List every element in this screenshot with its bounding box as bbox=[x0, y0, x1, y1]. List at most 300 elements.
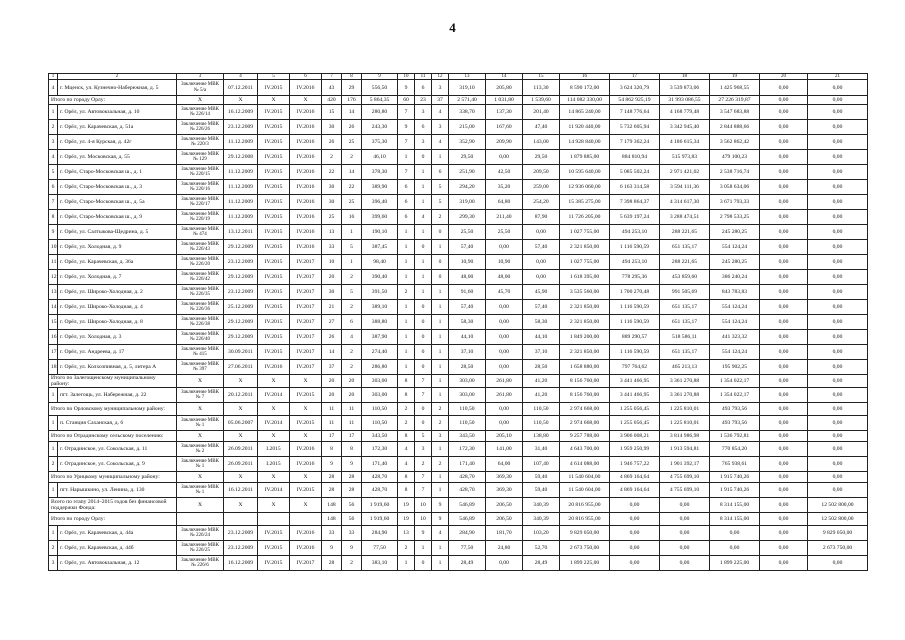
table-cell: 0,00 bbox=[808, 135, 868, 150]
table-cell: 3 361 270,88 bbox=[660, 388, 710, 403]
table-cell: 0,00 bbox=[808, 416, 868, 431]
table-cell: 4 bbox=[415, 210, 432, 225]
address-cell: г. Орёл, ул. Карачевская, д. 51а bbox=[58, 120, 177, 135]
table-cell: 0,00 bbox=[660, 556, 710, 571]
address-cell: г. Орёл, ул. Карачевская, д. 44б bbox=[58, 541, 177, 556]
subtotal-cell bbox=[177, 513, 224, 526]
subtotal-cell: 0,00 bbox=[760, 513, 808, 526]
table-cell: 2 bbox=[398, 541, 415, 556]
table-cell: 29.12.2009 bbox=[224, 315, 258, 330]
table-cell: 1 bbox=[432, 240, 449, 255]
conclusion-cell: Заключение МВК № 226/26 bbox=[177, 120, 224, 135]
address-cell: г. Орёл, ул. Карачевская, д. 36а bbox=[58, 255, 177, 270]
table-cell: 2 321 850,00 bbox=[560, 345, 610, 360]
table-cell: 171,40 bbox=[449, 457, 486, 472]
subtotal-cell: X bbox=[177, 96, 224, 105]
table-cell: IV.2015 bbox=[258, 150, 290, 165]
table-cell: 30 bbox=[322, 120, 342, 135]
table-cell: 7 bbox=[398, 165, 415, 180]
table-cell: 195 902,25 bbox=[710, 360, 760, 375]
table-cell: 0,00 bbox=[760, 416, 808, 431]
table-cell: IV.2017 bbox=[290, 285, 322, 300]
table-cell: 1 354 022,17 bbox=[710, 388, 760, 403]
table-row bbox=[49, 255, 868, 270]
table-cell: 396,40 bbox=[362, 195, 398, 210]
table-cell: 0,00 bbox=[523, 255, 560, 270]
table-cell: 1 959 250,99 bbox=[610, 442, 660, 457]
table-cell: 1 bbox=[398, 345, 415, 360]
table-cell: 1 bbox=[398, 360, 415, 375]
subtotal-cell: 19 bbox=[398, 498, 415, 513]
subtotal-cell: 369,30 bbox=[486, 472, 523, 483]
table-cell: 25.12.2009 bbox=[224, 300, 258, 315]
table-cell: 0 bbox=[432, 270, 449, 285]
table-cell: IV.2016 bbox=[258, 360, 290, 375]
table-cell: 172,30 bbox=[362, 442, 398, 457]
address-cell: г. Орёл, ул. Широко-Холодная, д. 8 bbox=[58, 315, 177, 330]
conclusion-cell: Заключение МВК № 226/35 bbox=[177, 285, 224, 300]
table-cell: IV.2017 bbox=[290, 315, 322, 330]
table-cell: 3 bbox=[432, 80, 449, 96]
table-cell: 383,10 bbox=[362, 556, 398, 571]
table-cell: 3 bbox=[415, 105, 432, 120]
table-cell: IV.2015 bbox=[290, 483, 322, 498]
table-cell: IV.2015 bbox=[258, 270, 290, 285]
table-cell: 245 280,25 bbox=[710, 255, 760, 270]
table-cell: 20.12.2011 bbox=[224, 388, 258, 403]
table-cell: 6 bbox=[432, 165, 449, 180]
table-cell: 110,50 bbox=[449, 416, 486, 431]
subtotal-cell: X bbox=[290, 472, 322, 483]
conclusion-cell: Заключение МВК № 226/38 bbox=[177, 315, 224, 330]
table-cell: 369,30 bbox=[486, 483, 523, 498]
table-cell: 9 bbox=[398, 80, 415, 96]
subtotal-cell: 0,00 bbox=[760, 96, 808, 105]
subtotal-cell: X bbox=[258, 472, 290, 483]
table-cell: 0,00 bbox=[808, 457, 868, 472]
address-cell: г. Мценск, ул. Кузнечно-Набережная, д. 5 bbox=[58, 80, 177, 96]
table-cell: 386 240,24 bbox=[710, 270, 760, 285]
table-cell: 6 bbox=[415, 120, 432, 135]
table-cell: 15 385 275,00 bbox=[560, 195, 610, 210]
column-number: 14 bbox=[486, 74, 523, 80]
table-cell: IV.2015 bbox=[258, 80, 290, 96]
table-row bbox=[49, 150, 868, 165]
table-cell: 243,30 bbox=[362, 120, 398, 135]
subtotal-cell: 56 bbox=[342, 513, 362, 526]
address-cell: г. Орёл, ул. Автовокзальная, д. 12 bbox=[58, 556, 177, 571]
table-cell: 0,00 bbox=[610, 541, 660, 556]
row-index: 3 bbox=[49, 556, 58, 571]
table-cell: IV.2015 bbox=[258, 526, 290, 541]
subtotal-cell: 343,50 bbox=[449, 431, 486, 442]
subtotal-cell: 1 255 056,45 bbox=[610, 403, 660, 416]
table-cell: 20 bbox=[322, 270, 342, 285]
table-cell: 3 058 634,06 bbox=[710, 180, 760, 195]
column-number: 19 bbox=[710, 74, 760, 80]
table-cell: 29,50 bbox=[523, 150, 560, 165]
conclusion-cell: Заключение МВК № 226/20 bbox=[177, 255, 224, 270]
table-cell: 14 865 240,00 bbox=[560, 105, 610, 120]
table-cell: 6 bbox=[415, 80, 432, 96]
table-cell: 0,00 bbox=[760, 388, 808, 403]
subtotal-cell: 20 816 955,00 bbox=[560, 513, 610, 526]
subtotal-cell: 9 257 788,00 bbox=[560, 431, 610, 442]
conclusion-cell: Заключение МВК № 415 bbox=[177, 345, 224, 360]
table-cell: 0,00 bbox=[486, 416, 523, 431]
table-cell: 0 bbox=[432, 255, 449, 270]
table-cell: 43 bbox=[322, 80, 342, 96]
table-cell: 172,30 bbox=[449, 442, 486, 457]
row-index: 5 bbox=[49, 165, 58, 180]
table-cell: 3 288 474,51 bbox=[660, 210, 710, 225]
table-cell: 2 bbox=[342, 360, 362, 375]
table-cell: 46,10 bbox=[362, 150, 398, 165]
table-cell: 2 538 716,74 bbox=[710, 165, 760, 180]
table-cell: 0,00 bbox=[486, 315, 523, 330]
table-cell: 28 bbox=[342, 483, 362, 498]
table-cell: 4 168 779,48 bbox=[660, 105, 710, 120]
table-cell: 20 bbox=[342, 388, 362, 403]
conclusion-cell: Заключение МВК № 226/25 bbox=[177, 541, 224, 556]
table-cell: 28 bbox=[322, 483, 342, 498]
subtotal-cell: 0,00 bbox=[660, 498, 710, 513]
subtotal-cell: 0,00 bbox=[760, 431, 808, 442]
table-row bbox=[49, 457, 868, 472]
table-cell: 1 bbox=[432, 360, 449, 375]
row-index: 14 bbox=[49, 300, 58, 315]
table-cell: 7 398 864,37 bbox=[610, 195, 660, 210]
table-cell: 8 590 172,00 bbox=[560, 80, 610, 96]
table-cell: 294,20 bbox=[449, 180, 486, 195]
table-row bbox=[49, 388, 868, 403]
table-cell: 110,50 bbox=[523, 416, 560, 431]
table-cell: 1 bbox=[432, 442, 449, 457]
conclusion-cell: Заключение МВК № 2 bbox=[177, 442, 224, 457]
row-index: 1 bbox=[49, 483, 58, 498]
table-cell: 29 bbox=[342, 80, 362, 96]
table-cell: 0,00 bbox=[760, 150, 808, 165]
table-cell: 91,60 bbox=[449, 285, 486, 300]
table-cell: 9 bbox=[322, 457, 342, 472]
table-cell: 0,00 bbox=[808, 255, 868, 270]
table-cell: 37,10 bbox=[449, 345, 486, 360]
table-cell: 171,40 bbox=[362, 457, 398, 472]
table-cell: 1 bbox=[398, 300, 415, 315]
table-cell: 4 bbox=[432, 105, 449, 120]
table-cell: 0,00 bbox=[808, 195, 868, 210]
row-index: 1 bbox=[49, 442, 58, 457]
table-cell: 3 547 683,88 bbox=[710, 105, 760, 120]
table-cell: 428,70 bbox=[449, 483, 486, 498]
table-cell: 211,40 bbox=[486, 210, 523, 225]
table-cell: 1 899 225,00 bbox=[710, 556, 760, 571]
row-index: 3 bbox=[49, 135, 58, 150]
subtotal-cell: 11 bbox=[322, 403, 342, 416]
table-cell: 45,90 bbox=[523, 285, 560, 300]
row-index: 2 bbox=[49, 120, 58, 135]
conclusion-cell: Заключение МВК № 220/16 bbox=[177, 180, 224, 195]
table-cell: 0,00 bbox=[760, 105, 808, 120]
subtotal-cell bbox=[224, 513, 258, 526]
table-cell: 4 bbox=[398, 442, 415, 457]
column-number: 18 bbox=[660, 74, 710, 80]
table-cell: 1 bbox=[398, 315, 415, 330]
table-cell: 0,00 bbox=[760, 315, 808, 330]
subtotal-cell: 138,80 bbox=[523, 431, 560, 442]
table-cell: 22 bbox=[342, 180, 362, 195]
subtotal-row bbox=[49, 513, 868, 526]
subtotal-cell: 0,00 bbox=[610, 498, 660, 513]
table-cell: IV.2016 bbox=[290, 457, 322, 472]
table-cell: 303,00 bbox=[449, 388, 486, 403]
column-number: 9 bbox=[362, 74, 398, 80]
table-cell: 26 bbox=[322, 330, 342, 345]
subtotal-cell: 19 bbox=[398, 513, 415, 526]
table-cell: 11.12.2009 bbox=[224, 195, 258, 210]
table-cell: 3 562 862,42 bbox=[710, 135, 760, 150]
table-cell: 1 658 880,00 bbox=[560, 360, 610, 375]
subtotal-cell: 546,89 bbox=[449, 498, 486, 513]
table-row bbox=[49, 330, 868, 345]
subtotal-cell: 4 869 164,64 bbox=[610, 472, 660, 483]
table-cell: 0,00 bbox=[808, 285, 868, 300]
conclusion-cell: Заключение МВК № 226/43 bbox=[177, 240, 224, 255]
table-cell: 0 bbox=[415, 556, 432, 571]
table-row bbox=[49, 210, 868, 225]
table-cell: 11 540 604,00 bbox=[560, 483, 610, 498]
table-cell: 3 671 793,33 bbox=[710, 195, 760, 210]
table-cell: 3 535 560,00 bbox=[560, 285, 610, 300]
table-cell: IV.2015 bbox=[258, 180, 290, 195]
table-cell: 388,80 bbox=[362, 315, 398, 330]
table-cell: 6 bbox=[398, 210, 415, 225]
subtotal-cell: 10 bbox=[415, 513, 432, 526]
table-cell: 05.06.2007 bbox=[224, 416, 258, 431]
table-cell: 0,00 bbox=[808, 315, 868, 330]
table-cell: 1 bbox=[432, 388, 449, 403]
table-cell: 3 441 466,95 bbox=[610, 388, 660, 403]
table-cell: 30 bbox=[322, 195, 342, 210]
table-cell: 1 bbox=[398, 330, 415, 345]
table-cell: 0,00 bbox=[760, 240, 808, 255]
subtotal-row bbox=[49, 498, 868, 513]
table-cell: 1 bbox=[432, 330, 449, 345]
subtotal-cell bbox=[258, 513, 290, 526]
table-cell: IV.2015 bbox=[258, 541, 290, 556]
table-cell: IV.2017 bbox=[290, 360, 322, 375]
table-cell: 15 bbox=[322, 105, 342, 120]
table-cell: 77,50 bbox=[449, 541, 486, 556]
subtotal-cell: 59,40 bbox=[523, 472, 560, 483]
table-cell: 453 859,60 bbox=[660, 270, 710, 285]
table-cell: 0,00 bbox=[760, 360, 808, 375]
subtotal-cell: 12 502 800,00 bbox=[808, 498, 868, 513]
row-index: 12 bbox=[49, 270, 58, 285]
subtotal-cell: 3 441 466,95 bbox=[610, 375, 660, 388]
table-cell: 1 225 810,01 bbox=[660, 416, 710, 431]
table-cell: 52,70 bbox=[523, 541, 560, 556]
subtotal-cell: 3 906 008,21 bbox=[610, 431, 660, 442]
table-cell: 33 bbox=[342, 526, 362, 541]
subtotal-cell: 7 bbox=[415, 375, 432, 388]
subtotal-cell: 176 bbox=[342, 96, 362, 105]
table-cell: 143,00 bbox=[523, 135, 560, 150]
row-index: 18 bbox=[49, 360, 58, 375]
table-cell: 30 bbox=[322, 180, 342, 195]
table-cell: 0,00 bbox=[808, 442, 868, 457]
table-cell: 465 213,13 bbox=[660, 360, 710, 375]
table-cell: 1 bbox=[342, 225, 362, 240]
table-cell: 303,00 bbox=[362, 388, 398, 403]
subtotal-cell: X bbox=[290, 375, 322, 388]
conclusion-cell: Заключение МВК № 129 bbox=[177, 150, 224, 165]
table-cell: 1 bbox=[415, 165, 432, 180]
table-cell: IV.2014 bbox=[258, 388, 290, 403]
subtotal-cell: 56 bbox=[342, 498, 362, 513]
table-cell: 167,60 bbox=[486, 120, 523, 135]
table-cell: 3 594 111,36 bbox=[660, 180, 710, 195]
table-cell: 0,00 bbox=[486, 345, 523, 360]
table-cell: 2 673 750,00 bbox=[560, 541, 610, 556]
table-row bbox=[49, 526, 868, 541]
table-cell: 31,40 bbox=[523, 442, 560, 457]
subtotal-cell: 0,00 bbox=[808, 96, 868, 105]
table-cell: 1 bbox=[415, 270, 432, 285]
table-cell: 4 bbox=[432, 526, 449, 541]
column-number: 12 bbox=[432, 74, 449, 80]
table-cell: 26 bbox=[322, 135, 342, 150]
table-cell: 0,00 bbox=[486, 556, 523, 571]
table-cell: 64,80 bbox=[486, 195, 523, 210]
subtotal-row bbox=[49, 472, 868, 483]
table-cell: 2 844 888,66 bbox=[710, 120, 760, 135]
table-cell: 28,50 bbox=[523, 360, 560, 375]
row-index: 6 bbox=[49, 180, 58, 195]
table-cell: 28,49 bbox=[523, 556, 560, 571]
table-cell: 42,50 bbox=[486, 165, 523, 180]
subtotal-label: Итого по городу Орлу: bbox=[49, 96, 177, 105]
table-cell: 0 bbox=[432, 225, 449, 240]
table-cell: IV.2015 bbox=[258, 285, 290, 300]
conclusion-cell: Заключение МВК № 5/а bbox=[177, 80, 224, 96]
table-cell: 28,49 bbox=[449, 556, 486, 571]
table-cell: 11 726 205,00 bbox=[560, 210, 610, 225]
table-cell: 0,00 bbox=[808, 270, 868, 285]
table-cell: 1 bbox=[415, 541, 432, 556]
table-cell: 137,30 bbox=[486, 105, 523, 120]
table-row bbox=[49, 135, 868, 150]
subtotal-cell: 7 bbox=[415, 472, 432, 483]
table-cell: 07.12.2011 bbox=[224, 80, 258, 96]
table-cell: 64,00 bbox=[486, 457, 523, 472]
table-cell: 58,30 bbox=[523, 315, 560, 330]
conclusion-cell: Заключение МВК № 220/3 bbox=[177, 135, 224, 150]
table-cell: 5 bbox=[342, 240, 362, 255]
table-cell: 10,90 bbox=[486, 255, 523, 270]
subtotal-cell: 8 bbox=[398, 375, 415, 388]
subtotal-row bbox=[49, 375, 868, 388]
row-index: 7 bbox=[49, 195, 58, 210]
table-cell: 0,00 bbox=[760, 120, 808, 135]
table-cell: 20 bbox=[322, 388, 342, 403]
table-row bbox=[49, 360, 868, 375]
table-cell: 59,40 bbox=[523, 483, 560, 498]
table-cell: 2 321 850,00 bbox=[560, 300, 610, 315]
table-cell: 1 849 200,00 bbox=[560, 330, 610, 345]
table-cell: 13 bbox=[322, 225, 342, 240]
subtotal-cell: 20 bbox=[342, 375, 362, 388]
table-cell: 889 290,57 bbox=[610, 330, 660, 345]
table-cell: 0,00 bbox=[760, 285, 808, 300]
table-cell: 1 027 755,00 bbox=[560, 255, 610, 270]
subtotal-cell: 110,50 bbox=[523, 403, 560, 416]
row-index: 17 bbox=[49, 345, 58, 360]
table-cell: 57,40 bbox=[449, 300, 486, 315]
table-row bbox=[49, 80, 868, 96]
table-cell: 2 bbox=[432, 416, 449, 431]
table-cell: 1 946 757,22 bbox=[610, 457, 660, 472]
subtotal-cell: 8 314 155,00 bbox=[710, 513, 760, 526]
table-cell: 48,00 bbox=[486, 270, 523, 285]
subtotal-cell: 0,00 bbox=[760, 472, 808, 483]
table-cell: 389,10 bbox=[362, 300, 398, 315]
subtotal-cell: 303,00 bbox=[362, 375, 398, 388]
table-cell: 87,90 bbox=[523, 210, 560, 225]
subtotal-label: Всего по этапу 2014–2015 годов без финансовой поддержки Фонда: bbox=[49, 498, 177, 513]
table-cell: 245 280,25 bbox=[710, 225, 760, 240]
subtotal-cell: X bbox=[177, 375, 224, 388]
column-number: 10 bbox=[398, 74, 415, 80]
table-cell: IV.2017 bbox=[290, 345, 322, 360]
subtotal-cell: 8 156 760,00 bbox=[560, 375, 610, 388]
table-cell: 4 186 615,34 bbox=[660, 135, 710, 150]
table-cell: 14 bbox=[322, 345, 342, 360]
table-cell: 3 bbox=[415, 442, 432, 457]
table-cell: IV.2015 bbox=[258, 315, 290, 330]
table-cell: 493 793,56 bbox=[710, 416, 760, 431]
table-cell: 190,10 bbox=[362, 225, 398, 240]
conclusion-cell: Заключение МВК № 220/15 bbox=[177, 165, 224, 180]
table-cell: 319,00 bbox=[449, 195, 486, 210]
table-cell: 10,90 bbox=[449, 255, 486, 270]
column-number: 1 bbox=[49, 74, 58, 80]
table-cell: 2 971 421,02 bbox=[660, 165, 710, 180]
table-cell: 3 342 945,40 bbox=[660, 120, 710, 135]
column-number: 7 bbox=[322, 74, 342, 80]
table-cell: 1 bbox=[398, 240, 415, 255]
table-cell: 1 116 590,59 bbox=[610, 300, 660, 315]
table-cell: 6 bbox=[342, 315, 362, 330]
subtotal-cell: 20 816 955,00 bbox=[560, 498, 610, 513]
table-cell: 215,00 bbox=[449, 120, 486, 135]
column-number: 15 bbox=[523, 74, 560, 80]
table-cell: 23.12.2009 bbox=[224, 526, 258, 541]
table-cell: IV.2016 bbox=[290, 165, 322, 180]
subtotal-cell: 8 bbox=[398, 431, 415, 442]
table-cell: 29.12.2009 bbox=[224, 330, 258, 345]
table-cell: 1 116 590,59 bbox=[610, 315, 660, 330]
table-cell: 1 bbox=[432, 300, 449, 315]
address-cell: г. Орёл, ул. Широко-Холодная, д. 2 bbox=[58, 285, 177, 300]
table-cell: 0,00 bbox=[760, 541, 808, 556]
address-cell: п. Станция Саханская, д. 6 bbox=[58, 416, 177, 431]
subtotal-cell: 2 974 668,00 bbox=[560, 403, 610, 416]
table-cell: 11 bbox=[322, 416, 342, 431]
address-cell: г. Орёл, ул. Карачевская, д. 44а bbox=[58, 526, 177, 541]
subtotal-cell: X bbox=[224, 472, 258, 483]
table-cell: 44,10 bbox=[449, 330, 486, 345]
